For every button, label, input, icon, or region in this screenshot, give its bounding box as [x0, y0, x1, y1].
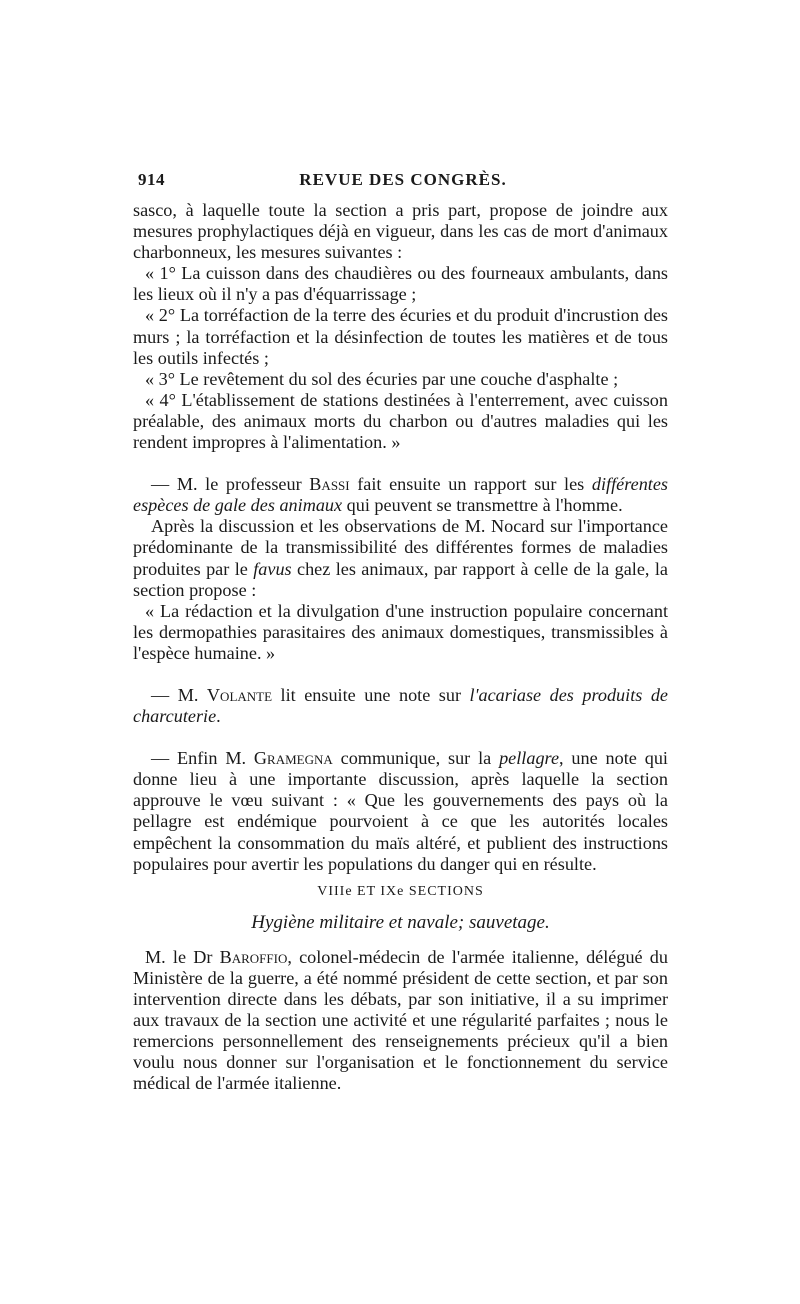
paragraph: « 2° La torréfaction de la terre des écuries et du produit d'incrustion des murs ; la torréfaction et la désinfection de toutes les matières et de tous les outils infectés ; — [133, 305, 668, 368]
paragraph: M. le Dr Baroffio, colonel-médecin de l'armée italienne, délégué du Ministère de la guerre, a été nommé président de cette section, et par son intervention directe dans les débats, par son initiative, il a su imprimer aux travaux de la section une activité et une régularité parfaites ; nous le remercions personnellement des renseignements précieux qu'il a bien voulu nous donner sur l'organisation et le fonctionnement du service médical de l'armée italienne. — [133, 946, 668, 1094]
person-name: Volante — [206, 684, 273, 705]
paragraph: « 1° La cuisson dans des chaudières ou des fourneaux ambulants, dans les lieux où il n'y a pas d'équarrissage ; — [133, 263, 668, 305]
paragraph: Après la discussion et les observations de M. Nocard sur l'importance prédominante de la transmissibilité des différentes formes de maladies produites par le favus chez les animaux, par rapport à celle de la gale, la section propose : — [133, 516, 668, 600]
person-name: Bassi — [309, 474, 350, 495]
italic-term: pellagre — [499, 748, 560, 769]
paragraph: — Enfin M. Gramegna communique, sur la pellagre, une note qui donne lieu à une importante discussion, après laquelle la section approuve le vœu suivant : « Que les gouvernements des pays où la pellagre est endémique pourvoient à ce que les autorités locales empêchent la consommation du maïs altéré, et publient des instructions populaires pour avertir les populations du danger qui en résulte. — [133, 748, 668, 874]
italic-term: favus — [253, 558, 292, 579]
paragraph: — M. le professeur Bassi fait ensuite un rapport sur les différentes espèces de gale des animaux qui peuvent se transmettre à l'homme. — [133, 474, 668, 516]
italic-term: différentes espèces de gale des animaux — [133, 474, 668, 516]
paragraph: sasco, à laquelle toute la section a pris part, propose de joindre aux mesures prophylactiques déjà en vigueur, dans les cas de mort d'animaux charbonneux, les mesures suivantes : — [133, 200, 668, 263]
person-name: Gramegna — [253, 748, 333, 769]
paragraph: — M. Volante lit ensuite une note sur l'acariase des produits de charcuterie. — [133, 684, 669, 727]
paragraph: « La rédaction et la divulgation d'une instruction populaire concernant les dermopathies parasitaires des animaux domestiques, transmissibles à l'espèce humaine. » — [133, 600, 668, 663]
page-header — [138, 170, 668, 196]
paragraph: « 4° L'établissement de stations destinées à l'enterrement, avec cuisson préalable, des animaux morts du charbon ou d'autres maladies qui les rendent impropres à l'alimentation. » — [133, 389, 668, 453]
page-body — [133, 200, 668, 1095]
section-heading: VIIIe ET IXe SECTIONS — [317, 883, 484, 899]
italic-term: l'acariase des produits de charcuterie — [133, 684, 669, 727]
section-subtitle: Hygiène militaire et navale; sauvetage. — [251, 911, 550, 933]
running-title: REVUE DES CONGRÈS. — [299, 170, 507, 189]
paragraph: « 3° Le revêtement du sol des écuries par une couche d'asphalte ; — [145, 368, 619, 389]
person-name: Baroffio — [219, 946, 288, 967]
page-number: 914 — [138, 170, 165, 189]
